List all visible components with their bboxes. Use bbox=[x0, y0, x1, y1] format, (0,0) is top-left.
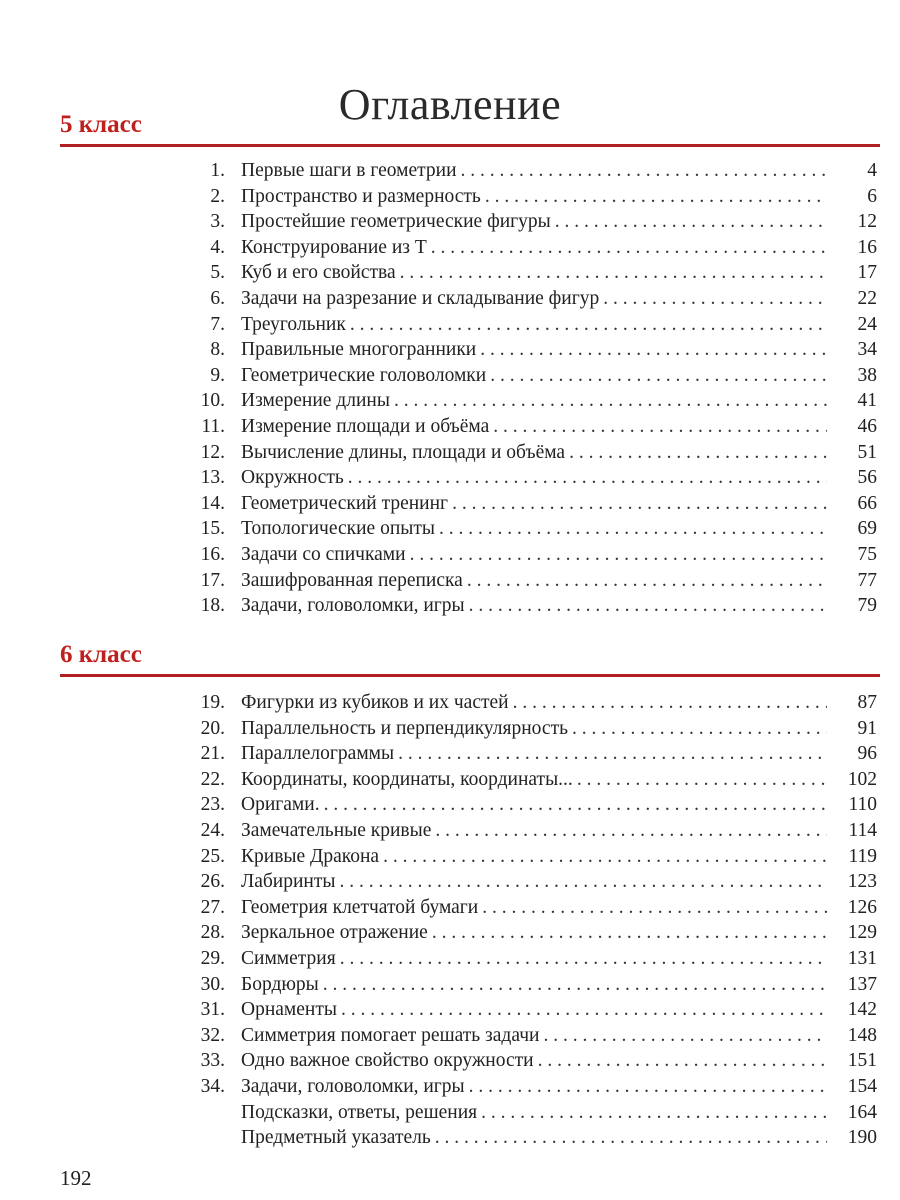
entry-number: 28. bbox=[200, 922, 225, 944]
section-label: 5 класс bbox=[60, 111, 142, 138]
entry-page: 129 bbox=[847, 922, 877, 944]
entry-title: Симметрия bbox=[241, 947, 336, 969]
entry-page: 91 bbox=[857, 717, 877, 739]
dot-leader bbox=[383, 844, 827, 870]
entry-title: Параллелограммы bbox=[241, 743, 395, 765]
dot-leader bbox=[577, 767, 827, 793]
entry-number: 8. bbox=[210, 339, 225, 361]
entry-number: 4. bbox=[210, 236, 225, 258]
dot-leader bbox=[603, 286, 827, 312]
entry-title: Задачи, головоломки, игры bbox=[241, 1075, 465, 1097]
entry-number: 29. bbox=[200, 947, 225, 969]
entry-number: 1. bbox=[210, 160, 225, 181]
toc-entry[interactable] bbox=[180, 946, 877, 972]
entry-page: 12 bbox=[857, 211, 877, 233]
entry-number: 2. bbox=[210, 185, 225, 207]
entry-page: 34 bbox=[857, 339, 877, 361]
dot-leader bbox=[323, 972, 827, 998]
toc-entry[interactable] bbox=[180, 414, 877, 440]
section-heading-6 bbox=[60, 640, 880, 677]
dot-leader bbox=[572, 716, 827, 742]
entry-title: Геометрические головоломки bbox=[241, 364, 487, 386]
entry-page: 190 bbox=[847, 1127, 877, 1149]
entry-title: Вычисление длины, площади и объёма bbox=[241, 441, 566, 463]
dot-leader bbox=[480, 337, 827, 363]
toc-entry[interactable] bbox=[180, 1125, 877, 1151]
dot-leader bbox=[493, 414, 827, 440]
dot-leader bbox=[469, 1074, 827, 1100]
toc-entry[interactable] bbox=[180, 792, 877, 818]
entry-page: 154 bbox=[847, 1075, 877, 1097]
dot-leader bbox=[469, 593, 827, 619]
entry-number: 19. bbox=[200, 692, 225, 713]
dot-leader bbox=[452, 491, 827, 517]
dot-leader bbox=[339, 869, 827, 895]
toc-list-6 bbox=[180, 690, 877, 1151]
entry-number: 25. bbox=[200, 845, 225, 867]
section-heading-5 bbox=[60, 110, 880, 147]
entry-number: 9. bbox=[210, 364, 225, 386]
entry-page: 148 bbox=[847, 1024, 877, 1046]
entry-number: 34. bbox=[200, 1075, 225, 1097]
dot-leader bbox=[435, 1125, 827, 1151]
toc-entry[interactable] bbox=[180, 1048, 877, 1074]
entry-title: Зашифрованная переписка bbox=[241, 569, 463, 591]
entry-number: 26. bbox=[200, 871, 225, 893]
dot-leader bbox=[324, 792, 827, 818]
dot-leader bbox=[350, 312, 827, 338]
entry-page: 126 bbox=[847, 896, 877, 918]
entry-title: Топологические опыты bbox=[241, 518, 435, 540]
entry-title: Симметрия помогает решать задачи bbox=[241, 1024, 540, 1046]
toc-entry[interactable] bbox=[180, 920, 877, 946]
entry-page: 164 bbox=[847, 1101, 877, 1123]
toc-entry[interactable] bbox=[180, 997, 877, 1023]
entry-page: 24 bbox=[857, 313, 877, 335]
entry-page: 119 bbox=[848, 845, 877, 867]
dot-leader bbox=[481, 1100, 827, 1126]
entry-title: Измерение площади и объёма bbox=[241, 415, 490, 437]
entry-number: 5. bbox=[210, 262, 225, 284]
toc-entry[interactable] bbox=[180, 869, 877, 895]
toc-entry[interactable] bbox=[180, 491, 877, 517]
section-label: 6 класс bbox=[60, 641, 142, 668]
entry-number: 20. bbox=[200, 717, 225, 739]
dot-leader bbox=[340, 946, 827, 972]
toc-entry[interactable] bbox=[180, 568, 877, 594]
entry-number: 15. bbox=[200, 518, 225, 540]
toc-entry[interactable] bbox=[180, 542, 877, 568]
entry-page: 131 bbox=[847, 947, 877, 969]
toc-entry[interactable] bbox=[180, 363, 877, 389]
toc-entry[interactable] bbox=[180, 844, 877, 870]
entry-title: Бордюры bbox=[241, 973, 319, 995]
entry-title: Предметный указатель bbox=[241, 1127, 431, 1149]
entry-page: 17 bbox=[857, 262, 877, 284]
entry-page: 77 bbox=[857, 569, 877, 591]
dot-leader bbox=[398, 741, 827, 767]
dot-leader bbox=[341, 997, 827, 1023]
toc-entry[interactable] bbox=[180, 388, 877, 414]
entry-title: Правильные многогранники bbox=[241, 339, 477, 361]
toc-entry[interactable] bbox=[180, 593, 877, 619]
toc-entry[interactable] bbox=[180, 690, 877, 716]
dot-leader bbox=[394, 388, 827, 414]
entry-page: 41 bbox=[857, 390, 877, 412]
entry-number: 10. bbox=[200, 390, 225, 412]
entry-title: Замечательные кривые bbox=[241, 819, 432, 841]
entry-number: 11. bbox=[201, 415, 225, 437]
entry-page: 38 bbox=[857, 364, 877, 386]
entry-number: 3. bbox=[210, 211, 225, 233]
entry-title: Куб и его свойства bbox=[241, 262, 396, 284]
page-title: Оглавление bbox=[338, 80, 562, 130]
entry-title: Орнаменты bbox=[241, 999, 337, 1021]
entry-title: Одно важное свойство окружности bbox=[241, 1050, 534, 1072]
entry-title: Треугольник bbox=[241, 313, 346, 335]
entry-number: 22. bbox=[200, 768, 225, 790]
entry-page: 4 bbox=[867, 160, 877, 181]
entry-page: 137 bbox=[847, 973, 877, 995]
dot-leader bbox=[432, 920, 827, 946]
entry-title: Окружность bbox=[241, 467, 344, 489]
dot-leader bbox=[513, 690, 827, 716]
entry-title: Пространство и размерность bbox=[241, 185, 481, 207]
entry-number: 16. bbox=[200, 543, 225, 565]
entry-title: Параллельность и перпендикулярность bbox=[241, 717, 568, 739]
entry-number: 32. bbox=[200, 1024, 225, 1046]
toc-entry[interactable] bbox=[180, 895, 877, 921]
section-divider bbox=[60, 674, 880, 677]
toc-entry[interactable] bbox=[180, 1074, 877, 1100]
entry-number: 14. bbox=[200, 492, 225, 514]
page-number: 192 bbox=[60, 1166, 92, 1190]
entry-title: Геометрия клетчатой бумаги bbox=[241, 896, 479, 918]
entry-page: 16 bbox=[857, 236, 877, 258]
entry-title: Фигурки из кубиков и их частей bbox=[241, 692, 509, 713]
entry-page: 51 bbox=[857, 441, 877, 463]
dot-leader bbox=[543, 1023, 827, 1049]
toc-entry[interactable] bbox=[180, 1023, 877, 1049]
toc-entry[interactable] bbox=[180, 235, 877, 261]
toc-entry[interactable] bbox=[180, 767, 877, 793]
entry-title: Первые шаги в геометрии bbox=[241, 160, 457, 181]
toc-entry[interactable] bbox=[180, 312, 877, 338]
toc-entry[interactable] bbox=[180, 465, 877, 491]
toc-entry[interactable] bbox=[180, 818, 877, 844]
toc-entry[interactable] bbox=[180, 184, 877, 210]
entry-page: 142 bbox=[847, 999, 877, 1021]
entry-page: 46 bbox=[857, 415, 877, 437]
dot-leader bbox=[482, 895, 827, 921]
toc-entry[interactable] bbox=[180, 286, 877, 312]
entry-title: Координаты, координаты, координаты... bbox=[241, 768, 573, 790]
entry-page: 114 bbox=[848, 819, 877, 841]
entry-title: Задачи на разрезание и складывание фигур bbox=[241, 287, 600, 309]
dot-leader bbox=[348, 465, 827, 491]
entry-page: 79 bbox=[857, 595, 877, 617]
entry-number: 21. bbox=[200, 743, 225, 765]
entry-number: 31. bbox=[200, 999, 225, 1021]
section-divider bbox=[60, 144, 880, 147]
dot-leader bbox=[439, 516, 827, 542]
entry-page: 151 bbox=[847, 1050, 877, 1072]
entry-page: 110 bbox=[848, 794, 877, 816]
dot-leader bbox=[400, 260, 827, 286]
entry-page: 22 bbox=[857, 287, 877, 309]
entry-number: 27. bbox=[200, 896, 225, 918]
dot-leader bbox=[485, 184, 827, 210]
entry-number: 18. bbox=[200, 595, 225, 617]
entry-number: 33. bbox=[200, 1050, 225, 1072]
entry-page: 102 bbox=[847, 768, 877, 790]
entry-page: 87 bbox=[857, 692, 877, 713]
toc-entry[interactable] bbox=[180, 440, 877, 466]
toc-entry[interactable] bbox=[180, 741, 877, 767]
entry-title: Оригами. bbox=[241, 794, 320, 816]
entry-page: 123 bbox=[847, 871, 877, 893]
entry-title: Задачи, головоломки, игры bbox=[241, 595, 465, 617]
dot-leader bbox=[555, 209, 827, 235]
toc-entry[interactable] bbox=[180, 337, 877, 363]
entry-number: 12. bbox=[200, 441, 225, 463]
toc-entry[interactable] bbox=[180, 716, 877, 742]
entry-number: 23. bbox=[200, 794, 225, 816]
toc-entry[interactable] bbox=[180, 1100, 877, 1126]
entry-page: 75 bbox=[857, 543, 877, 565]
entry-title: Конструирование из Т bbox=[241, 236, 427, 258]
entry-title: Подсказки, ответы, решения bbox=[241, 1101, 478, 1123]
dot-leader bbox=[461, 158, 827, 184]
entry-page: 56 bbox=[857, 467, 877, 489]
entry-title: Геометрический тренинг bbox=[241, 492, 449, 514]
entry-title: Задачи со спичками bbox=[241, 543, 406, 565]
toc-entry[interactable] bbox=[180, 972, 877, 998]
toc-entry[interactable] bbox=[180, 158, 877, 184]
dot-leader bbox=[431, 235, 827, 261]
entry-title: Измерение длины bbox=[241, 390, 390, 412]
entry-page: 69 bbox=[857, 518, 877, 540]
entry-number: 6. bbox=[210, 287, 225, 309]
toc-entry[interactable] bbox=[180, 209, 877, 235]
dot-leader bbox=[569, 440, 827, 466]
dot-leader bbox=[490, 363, 827, 389]
entry-number: 13. bbox=[200, 467, 225, 489]
toc-list-5 bbox=[180, 158, 877, 619]
dot-leader bbox=[467, 568, 827, 594]
entry-title: Кривые Дракона bbox=[241, 845, 380, 867]
dot-leader bbox=[435, 818, 827, 844]
entry-title: Лабиринты bbox=[241, 871, 336, 893]
entry-title: Зеркальное отражение bbox=[241, 922, 428, 944]
entry-page: 66 bbox=[857, 492, 877, 514]
entry-number: 30. bbox=[200, 973, 225, 995]
dot-leader bbox=[410, 542, 827, 568]
toc-entry[interactable] bbox=[180, 260, 877, 286]
entry-title: Простейшие геометрические фигуры bbox=[241, 211, 551, 233]
entry-number: 24. bbox=[200, 819, 225, 841]
toc-entry[interactable] bbox=[180, 516, 877, 542]
entry-page: 96 bbox=[857, 743, 877, 765]
dot-leader bbox=[538, 1048, 827, 1074]
entry-page: 6 bbox=[867, 185, 877, 207]
entry-number: 17. bbox=[200, 569, 225, 591]
entry-number: 7. bbox=[210, 313, 225, 335]
